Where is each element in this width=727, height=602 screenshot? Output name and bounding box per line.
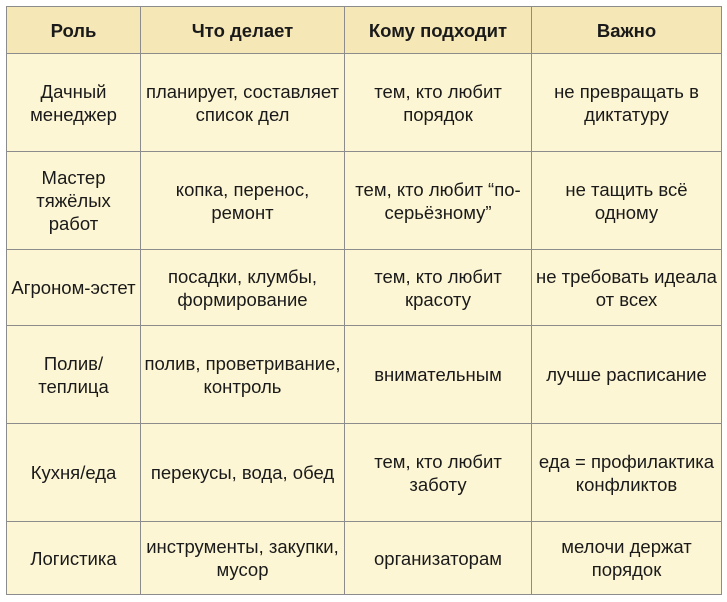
roles-table [6,6,722,595]
cell-what-does: посадки, клумбы, формирование [141,250,345,326]
table-row [7,326,722,424]
table-row [7,152,722,250]
cell-role: Дачный менеджер [7,54,141,152]
cell-what-does: планирует, составляет список дел [141,54,345,152]
cell-role: Кухня/еда [7,424,141,522]
table-row [7,522,722,595]
cell-role: Агроном-эстет [7,250,141,326]
table-row [7,250,722,326]
cell-who-fits: тем, кто любит красоту [345,250,532,326]
roles-table-container [6,6,722,595]
cell-important: не тащить всё одному [532,152,722,250]
cell-what-does: полив, проветривание, контроль [141,326,345,424]
header-role: Роль [7,7,141,54]
cell-role: Логистика [7,522,141,595]
cell-what-does: инструменты, закупки, мусор [141,522,345,595]
cell-what-does: копка, перенос, ремонт [141,152,345,250]
cell-important: не требовать идеала от всех [532,250,722,326]
cell-important: еда = профилактика конфликтов [532,424,722,522]
cell-important: лучше расписание [532,326,722,424]
table-header-row [7,7,722,54]
header-important: Важно [532,7,722,54]
table-row [7,54,722,152]
cell-who-fits: тем, кто любит порядок [345,54,532,152]
cell-role: Полив/ теплица [7,326,141,424]
cell-who-fits: тем, кто любит “по-серьёзному” [345,152,532,250]
cell-role: Мастер тяжёлых работ [7,152,141,250]
cell-who-fits: тем, кто любит заботу [345,424,532,522]
cell-important: не превращать в диктатуру [532,54,722,152]
header-what-does: Что делает [141,7,345,54]
cell-who-fits: внимательным [345,326,532,424]
cell-who-fits: организаторам [345,522,532,595]
table-row [7,424,722,522]
header-who-fits: Кому подходит [345,7,532,54]
cell-what-does: перекусы, вода, обед [141,424,345,522]
cell-important: мелочи держат порядок [532,522,722,595]
